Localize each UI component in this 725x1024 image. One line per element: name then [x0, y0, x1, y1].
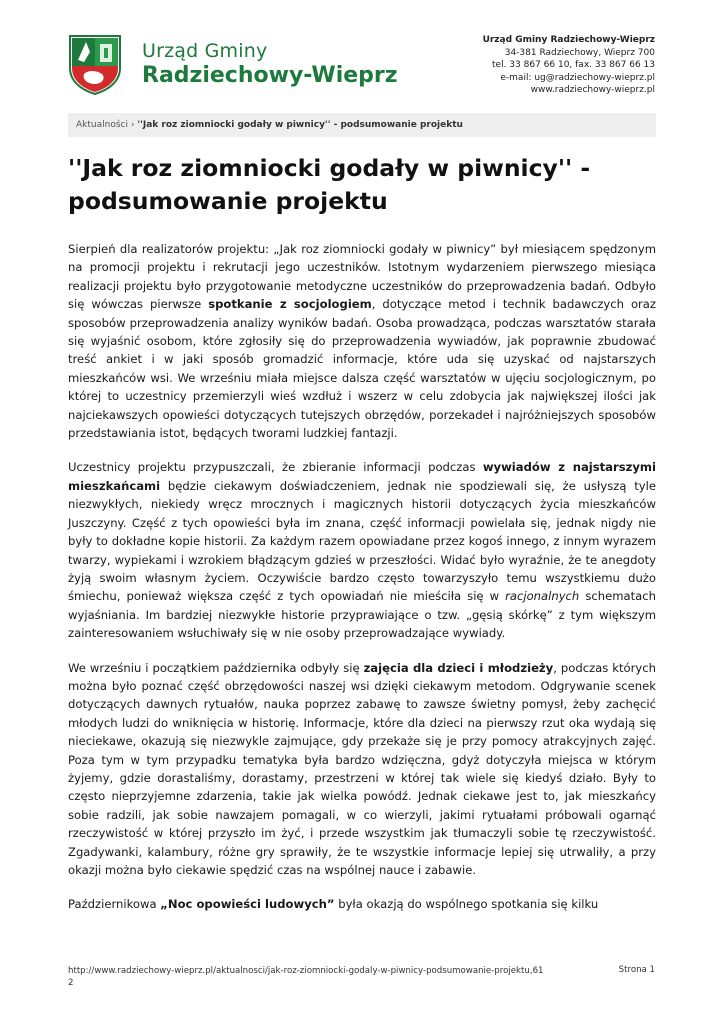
- page-title: ''Jak roz ziomniocki godały w piwnicy'' - podsumowanie projektu: [68, 154, 591, 215]
- site-logo[interactable]: [68, 34, 398, 94]
- text-segment: Październikowa: [68, 897, 161, 912]
- text-segment: Uczestnicy projektu przypuszczali, że zbieranie informacji podczas: [68, 460, 483, 475]
- footer-url: http://www.radziechowy-wieprz.pl/aktualnosci/jak-roz-ziomniocki-godaly-w-piwnicy-podsumowanie-projektu,612: [68, 966, 544, 988]
- contact-email[interactable]: e-mail: ug@radziechowy-wieprz.pl: [500, 72, 655, 83]
- article-paragraph-3: [68, 659, 656, 880]
- breadcrumb: [68, 113, 656, 137]
- text-segment: była okazją do wspólnego spotkania się kilku: [334, 897, 599, 912]
- bold-phrase: „Noc opowieści ludowych”: [160, 897, 335, 912]
- bold-phrase: wywiadów z najstarszymi mieszkańcami: [68, 460, 656, 493]
- article-paragraph-2: [68, 458, 656, 642]
- italic-phrase: racjonalnych: [505, 589, 580, 604]
- text-segment: , podczas których można było poznać część obrzędowości naszej wsi dzięki ciekawym metodom. Odgrywanie scenek dotyczących dawnych rytuałów, nauka poprzez zabawę to zawsze świetny pomysł, żeby zachęcić młodych ludzi do wniknięcia w historię. Informacje, które dla dzieci na pierwszy rzut oka wydają się nieciekawe, okazują się niezwykle zajmujące, gdy przekaże się je przy pomocy atrakcyjnych zajęć. Poza tym w tym przypadku tematyka była bardzo wdzięczna, gdyż dotyczyła miejsca w którym żyjemy, gdzie dorastaliśmy, dorastamy, przestrzeni w której tak wiele się kiedyś działo. Były to często nieprzyjemne zdarzenia, takie jak wielka powódź. Jednak ciekawe jest to, jak mieszkańcy sobie radzili, jak sobie nawzajem pomagali, w co wierzyli, jakimi rytuałami próbowali ogarnąć rzeczywistość w której przyszło im żyć, i przede wszystkim jak tłumaczyli sobie tę rzeczywistość. Zgadywanki, kalambury, różne gry sprawiły, że te wszystkie informacje lepiej się utrwaliły, a przy okazji można było ciekawie spędzić czas na wspólnej nauce i zabawie.: [68, 660, 656, 877]
- logo-text-line1: Urząd Gminy: [142, 40, 268, 62]
- contact-block: [483, 34, 655, 97]
- contact-phone: tel. 33 867 66 10, fax. 33 867 66 13: [492, 60, 655, 71]
- breadcrumb-separator: ›: [130, 120, 135, 130]
- breadcrumb-current: ''Jak roz ziomniocki godały w piwnicy'' - podsumowanie projektu: [137, 120, 463, 130]
- text-segment: będzie ciekawym doświadczeniem, jednak nie spodziewali się, że usłyszą tyle niezwykłych, niekiedy wręcz mrocznych i magicznych historii dotyczących życia mieszkańców Juszczyny. Część z tych opowieści była im znana, część informacji powielała się, jednak nigdy nie były to dokładne kopie historii. Za każdym razem opowiadane przez kogoś innego, z innym wyrazem twarzy, wypiekami i wzrokiem błądzącym gdzieś w przeszłości. Widać było wyraźnie, że te anegdoty żyją swoim własnym życiem. Oczywiście bardzo często towarzyszyło temu wszystkiemu dużo śmiechu, ponieważ większa część z tych opowiadań nie mieściła się w: [68, 478, 656, 604]
- text-segment: , dotyczące metod i technik badawczych oraz sposobów przeprowadzenia analizy wyników badań. Osoba prowadząca, podczas warsztatów starała się wyjaśnić osobom, które zgłosiły się do przeprowadzenia wywiadów, jak poprawnie zbudować treść ankiet i w jaki sposób gromadzić informacje, które uda się uzyskać od najstarszych mieszkańców wsi. We wrześniu miała miejsce dalsza część warsztatów w ujęciu socjologicznym, po której to uczestnicy przemierzyli wieś wzdłuż i wszerz w celu zdobycia jak największej ilości jak najciekawszych opowieści dotyczących tutejszych obrzędów, porzekadeł i najróżniejszych sposobów przedstawiania istot, będących tworami ludzkiej fantazji.: [68, 297, 656, 441]
- article-paragraph-1: [68, 240, 656, 442]
- text-segment: schematach wyjaśniania. Im bardziej niezwykłe historie przyprawiające o tzw. „gęsią skórkę” z tym większym zainteresowaniem wsłuchiwały się w nie osoby przeprowadzające wywiady.: [68, 589, 656, 641]
- footer-page-number: Strona 1: [618, 965, 655, 975]
- bold-phrase: spotkanie z socjologiem: [208, 297, 372, 312]
- article-body: [68, 240, 656, 930]
- breadcrumb-root-link[interactable]: Aktualności: [76, 120, 128, 130]
- logo-text-line2: Radziechowy-Wieprz: [142, 63, 398, 88]
- contact-website[interactable]: www.radziechowy-wieprz.pl: [530, 85, 655, 96]
- contact-org: Urząd Gminy Radziechowy-Wieprz: [482, 35, 655, 45]
- coat-of-arms-icon: [68, 34, 122, 96]
- article-paragraph-4: [68, 895, 656, 913]
- contact-address: 34-381 Radziechowy, Wieprz 700: [504, 47, 655, 58]
- bold-phrase: zajęcia dla dzieci i młodzieży: [363, 660, 554, 675]
- text-segment: We wrześniu i początkiem października odbyły się: [68, 660, 364, 675]
- text-segment: Sierpień dla realizatorów projektu: „Jak roz ziomniocki godały w piwnicy” był miesiącem spędzonym na promocji projektu i rekrutacji jego uczestników. Istotnym wydarzeniem pierwszego miesiąca realizacji projektu było przygotowanie metodyczne uczestników do przeprowadzenia badań. Odbyło się wówczas pierwsze: [68, 242, 656, 312]
